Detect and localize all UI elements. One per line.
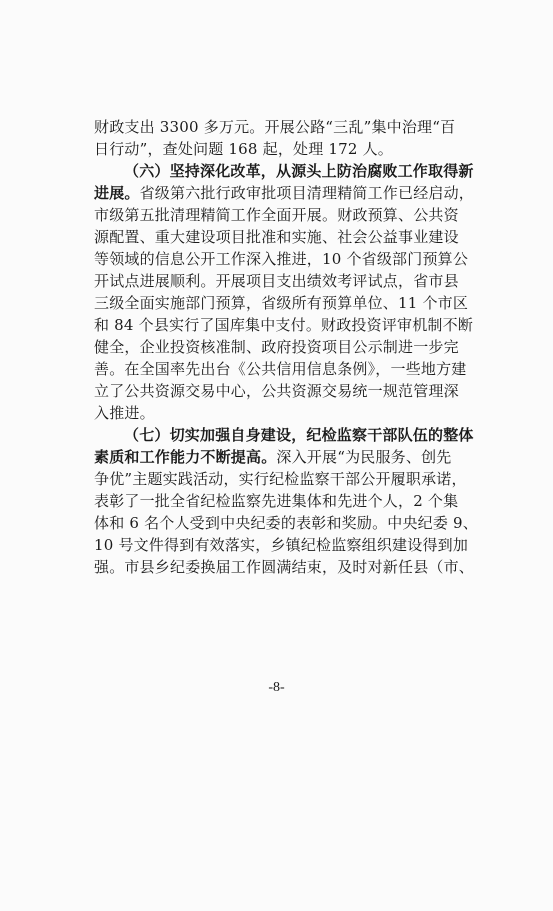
- text-line: [94, 358, 478, 380]
- body-text: 开试点进展顺利。开展项目支出绩效考评试点，省市县: [94, 272, 459, 290]
- body-text: 表彰了一批全省纪检监察先进集体和先进个人，2 个集: [94, 492, 459, 510]
- text-line: [94, 424, 478, 446]
- body-text: 深入开展“为民服务、创先: [276, 448, 452, 466]
- body-text: 强。市县乡纪委换届工作圆满结束，及时对新任县（市、: [94, 558, 475, 576]
- body-text: 等领域的信息公开工作深入推进，10 个省级部门预算公: [94, 250, 469, 268]
- text-line: [94, 182, 478, 204]
- text-line: [94, 490, 478, 512]
- body-text: 立了公共资源交易中心，公共资源交易统一规范管理深: [94, 382, 459, 400]
- text-line: [94, 468, 478, 490]
- body-text: 10 号文件得到有效落实，乡镇纪检监察组织建设得到加: [94, 536, 469, 554]
- bold-heading-text: 素质和工作能力不断提高。: [94, 448, 277, 466]
- body-text: 入推进。: [94, 404, 155, 422]
- text-line: [94, 270, 478, 292]
- text-line: [94, 116, 478, 138]
- text-line: [94, 204, 478, 226]
- text-line: [94, 160, 478, 182]
- page-number: -8-: [268, 680, 285, 695]
- body-text: 源配置、重大建设项目批准和实施、社会公益事业建设: [94, 228, 459, 246]
- bold-heading-text: （七）切实加强自身建设，纪检监察干部队伍的整体: [124, 426, 474, 444]
- text-line: [94, 512, 478, 534]
- body-text: 三级全面实施部门预算，省级所有预算单位、11 个市区: [94, 294, 469, 312]
- body-text: 善。在全国率先出台《公共信用信息条例》，一些地方建: [94, 360, 467, 378]
- text-line: [94, 556, 478, 578]
- body-text: 财政支出 3300 多万元。开展公路“三乱”集中治理“百: [94, 118, 456, 136]
- text-line: [94, 138, 478, 160]
- text-line: [94, 402, 478, 424]
- text-line: [94, 248, 478, 270]
- bold-heading-text: 进展。: [94, 184, 140, 202]
- text-line: [94, 292, 478, 314]
- text-line: [94, 336, 478, 358]
- body-text: 健全，企业投资核准制、政府投资项目公示制进一步完: [94, 338, 459, 356]
- body-text: 市级第五批清理精简工作全面开展。财政预算、公共资: [94, 206, 459, 224]
- text-line: [94, 314, 478, 336]
- body-text: 和 84 个县实行了国库集中支付。财政投资评审机制不断: [94, 316, 474, 334]
- body-text: 争优”主题实践活动，实行纪检监察干部公开履职承诺，: [94, 470, 467, 488]
- text-line: [94, 380, 478, 402]
- body-text: 日行动”，查处问题 168 起，处理 172 人。: [94, 140, 394, 158]
- text-line: [94, 446, 478, 468]
- document-body: [94, 116, 478, 578]
- text-line: [94, 226, 478, 248]
- body-text: 省级第六批行政审批项目清理精简工作已经启动，: [139, 184, 475, 202]
- bold-heading-text: （六）坚持深化改革，从源头上防治腐败工作取得新: [124, 162, 474, 180]
- text-line: [94, 534, 478, 556]
- body-text: 体和 6 名个人受到中央纪委的表彰和奖励。中央纪委 9、: [94, 514, 478, 532]
